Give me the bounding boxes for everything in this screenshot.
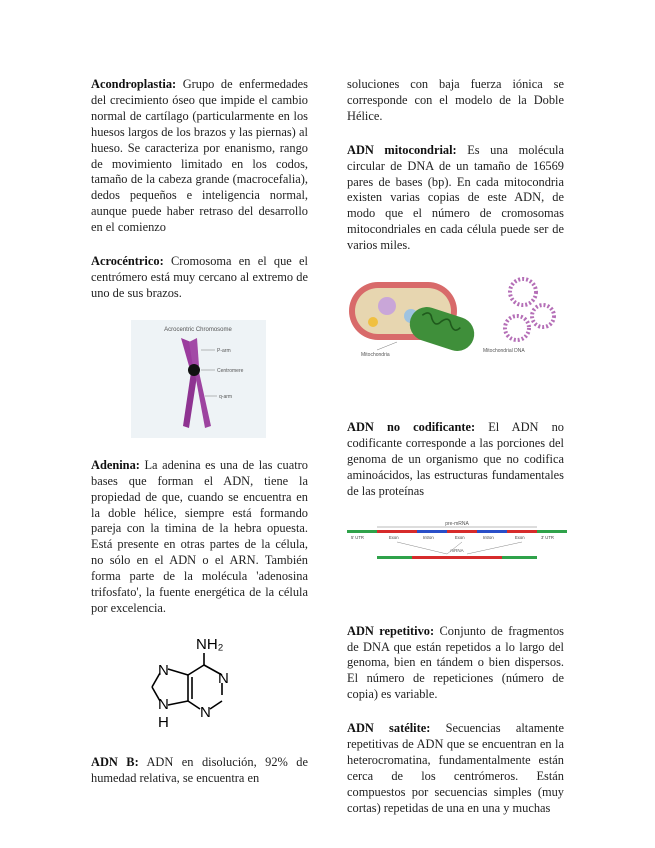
organelle-3 (368, 317, 378, 327)
entry-acondroplastia (91, 77, 308, 236)
entry-adn-repetitivo (347, 624, 564, 704)
definition-acondroplastia: Grupo de enfermedades del crecimiento óseo que impide el cambio normal de cartílago (particularmente en los huesos largos de los brazos y las piernas) al hueso. Se caracteriza por enanismo, rango de movimiento limitado en los codos, tamaño de la cabeza grande (macrocefalia), dedos pequeños e inteligencia normal, aunque puede haber retraso del desarrollo en el comienzo (91, 77, 308, 235)
chromosome-title: Acrocentric Chromosome (164, 326, 232, 333)
label-exon-3: Exon (515, 534, 525, 540)
mrna-exons (412, 556, 502, 559)
label-intron-2: Intron (483, 534, 494, 540)
centromere (188, 364, 200, 376)
leader-mito (377, 342, 397, 350)
intron-block-1 (417, 530, 447, 533)
label-pre-mrna: pre-mRNA (445, 520, 469, 527)
left-column (91, 77, 308, 805)
term-acrocentrico: Acrocéntrico: (91, 254, 164, 269)
acrocentric-chromosome-figure (131, 320, 266, 438)
label-mitochondrial-dna: Mitochondrial DNA (483, 348, 525, 355)
label-n1: N (218, 669, 229, 687)
definition-adn-no-codificante: El ADN no codificante corresponde a las porciones del genoma de un organismo que no codifica aminoácidos, las estructuras fundamentales de las proteínas (347, 420, 565, 498)
label-nh2: NH₂ (196, 635, 224, 653)
bond-4 (188, 701, 200, 709)
term-acondroplastia: Acondroplastia: (91, 77, 177, 91)
term-adenina: Adenina: (91, 457, 140, 472)
term-adn-b: ADN B: (91, 754, 139, 769)
label-mrna: mRNA (450, 547, 464, 553)
definition-adn-satelite: Secuencias altamente repetitivas de ADN que se encuentran en la heterocromatina, fundamentalmente están cerca de los centrómeros. Están compuestos por secuencias simples (muy cortas) repetidas de una en una y muchas (347, 721, 564, 815)
entry-adenina (91, 458, 308, 617)
adenine-structure-figure (138, 631, 250, 735)
mtdna-ring-1 (510, 279, 536, 305)
utr3-block (537, 530, 567, 533)
entry-adn-b (91, 755, 308, 787)
definition-adn-b-continued: soluciones con baja fuerza iónica se corresponde con el modelo de la Doble Hélice. (347, 77, 564, 123)
entry-acrocentrico (91, 254, 308, 302)
mrna-utr3 (502, 556, 537, 559)
mrna-utr5 (377, 556, 412, 559)
term-adn-satelite: ADN satélite: (347, 721, 431, 736)
mtdna-ring-2 (532, 305, 554, 327)
label-mitochondria: Mitochondria (361, 352, 390, 359)
definition-acrocentrico: Cromosoma en el que el centrómero está muy cercano al extremo de uno de sus brazos. (91, 254, 308, 300)
label-n9: N (158, 695, 169, 713)
entry-adn-b-continued (347, 77, 564, 125)
label-intron-1: Intron (423, 534, 434, 540)
label-utr3: 3' UTR (541, 534, 554, 540)
label-p-arm: P-arm (217, 347, 231, 354)
definition-adenina: La adenina es una de las cuatro bases que forman el ADN, tiene la propiedad de que, cuando se encuentra en la doble hélice, siempre está formando pareja con la timina de la hebra opuesta. Está presente en otras partes de la célula, no sólo en el ADN o el ARN. También forma parte de la molécula 'adenosina trifosfato', la fuente energética de la célula por excelencia. (91, 457, 308, 615)
exon-block-1 (377, 530, 417, 533)
entry-adn-satelite (347, 721, 564, 816)
mtdna-ring-3 (505, 316, 529, 340)
bond-7 (168, 669, 188, 675)
mitochondrial-dna-figure (347, 272, 565, 372)
bond-6 (188, 665, 204, 675)
entry-adn-mitocondrial (347, 143, 564, 254)
term-adn-no-codificante: ADN no codificante: (347, 420, 476, 435)
utr5-block (347, 530, 377, 533)
entry-adn-no-codificante (347, 420, 564, 500)
term-adn-repetitivo: ADN repetitivo: (347, 623, 435, 638)
label-centromere: Centromere (217, 367, 244, 374)
label-exon-2: Exon (455, 534, 465, 540)
label-h: H (158, 713, 169, 731)
exon-block-3 (507, 530, 537, 533)
label-q-arm: q-arm (219, 393, 233, 400)
label-utr5: 5' UTR (351, 534, 364, 540)
bond-10 (168, 701, 188, 705)
label-exon-1: Exon (389, 534, 399, 540)
definition-adn-repetitivo: Conjunto de fragmentos de DNA que están repetidos a lo largo del genoma, bien en tándem o bien dispersos. El número de repeticiones (número de copia) es variable. (347, 623, 564, 702)
intron-block-2 (477, 530, 507, 533)
definition-adn-b: ADN en disolución, 92% de humedad relativa, se encuentra en (91, 754, 308, 785)
organelle-1 (378, 297, 396, 315)
exon-block-2 (447, 530, 477, 533)
label-n7: N (158, 661, 169, 679)
label-n3: N (200, 703, 211, 721)
gene-structure-figure (347, 518, 567, 568)
right-column (347, 77, 564, 835)
bond-3 (210, 701, 222, 709)
definition-adn-mitocondrial: Es una molécula circular de DNA de un tamaño de 16569 pares de bases (bp). En cada mitocondria existen varias copias de este ADN, de modo que el número de cromosomas mitocondriales en cada célula puede ser de varios miles. (347, 142, 564, 253)
term-adn-mitocondrial: ADN mitocondrial: (347, 142, 457, 157)
